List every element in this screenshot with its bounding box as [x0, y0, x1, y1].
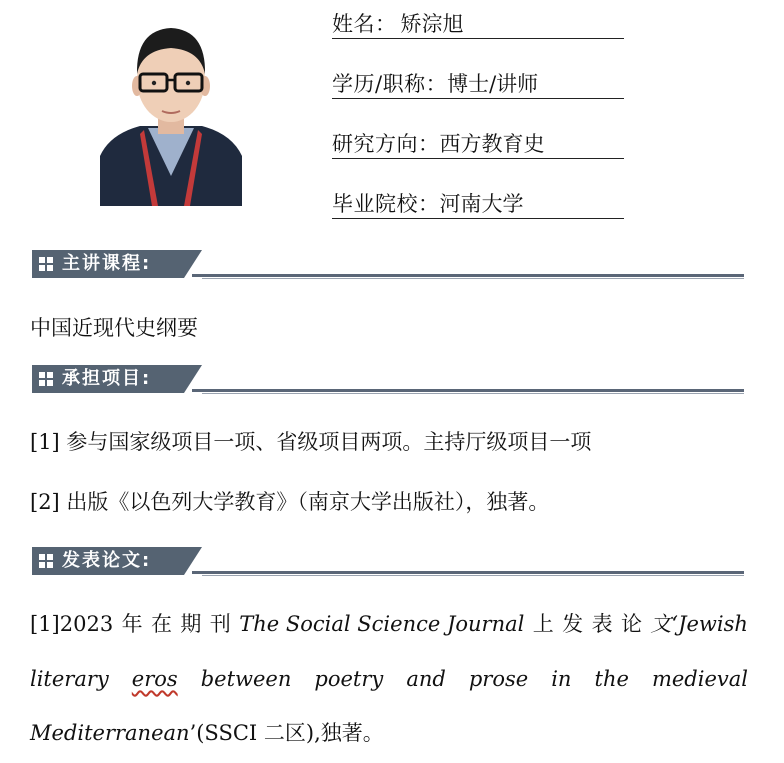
name-label: 姓名：: [332, 12, 397, 36]
paper-word: the: [594, 667, 629, 691]
research-label: 研究方向：: [332, 132, 440, 156]
research-row: [332, 130, 624, 159]
projects-title: 承担项目:: [62, 368, 152, 389]
divider: [202, 393, 744, 394]
paper-word: Mediterranean: [30, 721, 190, 745]
paper-word: 论: [620, 612, 642, 636]
degree-label: 学历/职称：: [332, 72, 448, 96]
grid-icon: [39, 372, 53, 386]
school-value: 河南大学: [439, 192, 524, 216]
papers-tab: [32, 547, 184, 575]
projects-tab: [32, 365, 184, 393]
paper-word: 年: [121, 612, 143, 636]
name-row: [332, 10, 624, 39]
paper-word: eros: [131, 667, 178, 691]
paper-word: 期: [180, 612, 202, 636]
paper-line-1: [30, 610, 748, 638]
paper-word: prose: [468, 667, 529, 691]
degree-value: 博士/讲师: [447, 72, 539, 96]
divider: [192, 274, 744, 277]
courses-content: 中国近现代史纲要: [30, 316, 198, 340]
paper-word: between: [200, 667, 292, 691]
divider: [192, 571, 744, 574]
grid-icon: [39, 257, 53, 271]
divider: [202, 278, 744, 279]
paper-word: medieval: [651, 667, 748, 691]
paper-word: poetry: [314, 667, 384, 691]
paper-line-2: [30, 665, 748, 693]
paper-citation-tail: ’(SSCI 二区),独著。: [189, 721, 384, 745]
divider: [192, 389, 744, 392]
paper-word: in: [551, 667, 572, 691]
paper-word: 文‘Jewish: [650, 612, 748, 636]
degree-row: [332, 70, 624, 99]
portrait-image: [100, 16, 242, 206]
project-item-2: [2] 出版《以色列大学教育》（南京大学出版社），独著。: [30, 490, 550, 514]
courses-title: 主讲课程:: [62, 253, 152, 274]
paper-word: 发: [562, 612, 584, 636]
grid-icon: [39, 554, 53, 568]
divider: [202, 575, 744, 576]
name-value: 矫淙旭: [400, 12, 464, 36]
paper-word: [1]2023: [30, 612, 114, 636]
school-row: [332, 190, 624, 219]
paper-word: literary: [30, 667, 109, 691]
school-label: 毕业院校：: [332, 192, 440, 216]
journal-name: The Social Science Journal: [239, 612, 525, 636]
project-item-1: [1] 参与国家级项目一项、省级项目两项。主持厅级项目一项: [30, 430, 592, 454]
paper-word: 上: [532, 612, 554, 636]
paper-word: and: [406, 667, 446, 691]
paper-word: 表: [591, 612, 613, 636]
research-value: 西方教育史: [439, 132, 545, 156]
courses-tab: [32, 250, 184, 278]
profile-photo: [100, 16, 242, 206]
paper-word: 刊: [209, 612, 231, 636]
papers-section-header: [32, 547, 744, 577]
courses-section-header: [32, 250, 744, 280]
projects-section-header: [32, 365, 744, 395]
paper-word: 在: [151, 612, 173, 636]
paper-line-3: [30, 719, 748, 747]
papers-title: 发表论文:: [62, 550, 152, 571]
